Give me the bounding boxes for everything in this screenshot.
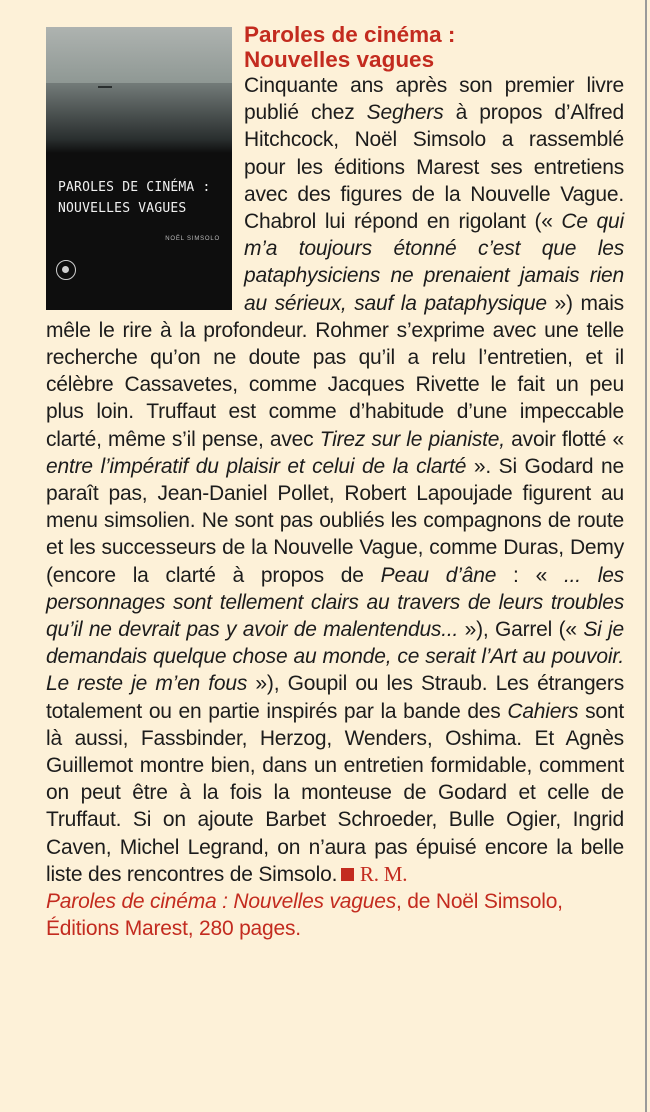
end-square-icon xyxy=(341,868,354,881)
cover-title-line2: NOUVELLES VAGUES xyxy=(58,201,187,216)
cover-boat xyxy=(98,86,112,88)
body-text: sont là aussi, Fassbinder, Herzog, Wenders, Oshima. Et Agnès Guillemot montre bien, dans un entretien formidable, comment on peut être à la fois la monteuse de Godard et celle de Truffaut. Si on ajoute Barbet Schroeder, Bulle Ogier, Ingrid Caven, Michel Legrand, on n’aura pas épuisé encore la belle liste des rencontres de Simsolo. xyxy=(46,699,624,886)
publisher-logo-icon xyxy=(56,260,76,280)
review-title-line1: Paroles de cinéma : xyxy=(244,22,456,47)
signature: R. M. xyxy=(359,861,408,886)
credit-details: , de Noël Simsolo, Éditions Marest, 280 pages. xyxy=(46,890,563,941)
credit-title: Paroles de cinéma : Nouvelles vagues xyxy=(46,890,396,914)
book-cover xyxy=(46,27,232,310)
chabrol-quote: Ce qui m’a toujours étonné c’est que les pataphysiciens ne prenaient jamais rien au sérieux, sauf la pataphysique xyxy=(244,210,624,315)
body-text: avoir flotté « xyxy=(504,427,624,451)
column-rule xyxy=(645,0,647,1112)
body-text: ») mais mêle le rire à la profondeur. Rohmer s’exprime avec une telle recherche qu’on ne doute pas qu’il a relu l’entretien, et il célèbre Cassavetes, comme Jacques Rivette le fait un peu plus loin. Truffaut est comme d’habitude d’une impeccable clarté, même s’il pense, avec xyxy=(46,291,624,451)
body-text: à propos d’Alfred Hitchcock, Noël Simsolo a rassemblé pour les éditions Marest ses entretiens avec des figures de la Nouvelle Vague. Chabrol lui répond en rigolant (« xyxy=(244,101,624,234)
demy-quote: ... les personnages sont tellement clairs au travers de leurs troubles qu’il ne devrait pas y avoir de malentendus... xyxy=(46,563,624,642)
body-text: ». Si Godard ne paraît pas, Jean-Daniel Pollet, Robert Lapoujade figurent au menu simsolien. Ne sont pas oubliés les compagnons de route et les successeurs de la Nouvelle Vague, comme Duras, Demy (encore la clarté à propos de xyxy=(46,454,624,587)
film-title: Peau d’âne xyxy=(380,563,497,587)
body-text: : « xyxy=(496,563,564,587)
body-text: Cinquante ans après son premier livre publié chez xyxy=(244,74,624,125)
cover-sky xyxy=(46,27,232,83)
cover-sea xyxy=(46,83,232,153)
magazine-title: Cahiers xyxy=(507,699,579,723)
book-credit xyxy=(46,888,624,942)
cover-title xyxy=(58,177,211,219)
cover-title-line1: PAROLES DE CINÉMA : xyxy=(58,180,211,195)
body-italic: Seghers xyxy=(366,101,444,125)
body-text: »), Goupil ou les Straub. Les étrangers totalement ou en partie inspirés par la bande des xyxy=(46,672,624,723)
cover-author: NOËL SIMSOLO xyxy=(165,236,220,242)
review-title-line2: Nouvelles vagues xyxy=(244,46,435,72)
film-title: Tirez sur le pianiste, xyxy=(319,427,505,451)
truffaut-quote: entre l’impératif du plaisir et celui de la clarté xyxy=(46,454,467,478)
body-text: »), Garrel (« xyxy=(458,618,584,642)
book-review xyxy=(46,23,624,943)
garrel-quote: Si je demandais quelque chose au monde, ce serait l’Art au pouvoir. Le reste je m’en fous xyxy=(46,618,624,696)
